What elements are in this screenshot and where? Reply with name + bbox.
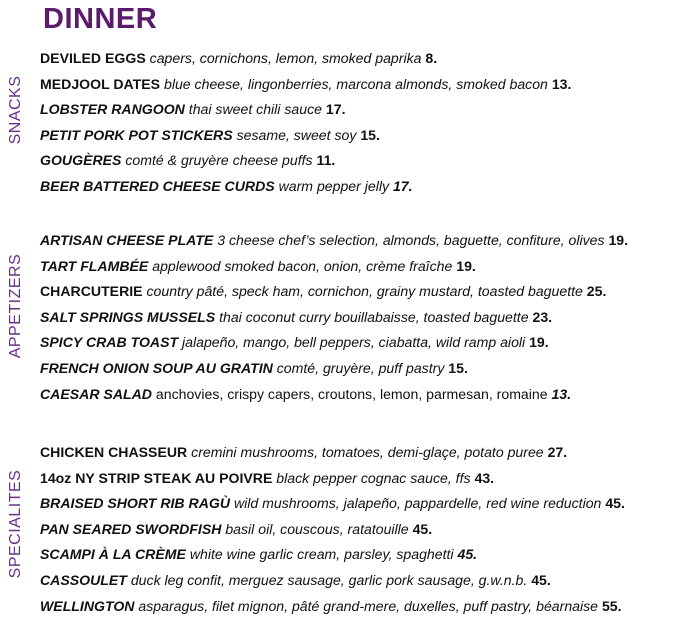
menu-item — [40, 517, 625, 543]
item-description: anchovies, crispy capers, croutons, lemon, parmesan, romaine — [155, 385, 548, 402]
menu-item — [40, 440, 625, 466]
item-name: DEVILED EGGS — [40, 50, 146, 66]
item-description: blue cheese, lingonberries, marcona almonds, smoked bacon — [164, 75, 548, 92]
item-description: 3 cheese chef’s selection, almonds, baguette, confiture, olives — [217, 232, 605, 248]
item-price: 15. — [448, 359, 468, 376]
item-name: 14oz NY STRIP STEAK AU POIVRE — [40, 469, 273, 486]
menu-item — [40, 382, 628, 408]
menu-item — [40, 123, 571, 149]
item-price: 45. — [531, 571, 551, 588]
item-name: CASSOULET — [40, 571, 127, 588]
item-price: 55. — [601, 597, 622, 614]
item-price: 11. — [316, 152, 336, 169]
menu-item — [40, 330, 628, 356]
item-price: 15. — [360, 126, 380, 143]
item-description: comté, gruyère, puff pastry — [276, 359, 445, 376]
item-price: 19. — [456, 257, 476, 274]
menu-item — [40, 594, 625, 620]
item-name: CHICKEN CHASSEUR — [40, 444, 188, 460]
menu-title: DINNER — [43, 3, 158, 35]
item-description: capers, cornichons, lemon, smoked paprika — [149, 50, 422, 66]
item-price: 17. — [392, 177, 413, 194]
item-name: TART FLAMBÉE — [40, 257, 149, 274]
item-name: BRAISED SHORT RIB RAGÙ — [40, 495, 231, 512]
item-price: 45. — [457, 546, 478, 563]
menu-item — [40, 466, 625, 492]
menu-item — [40, 254, 628, 280]
item-price: 43. — [474, 469, 495, 486]
specialites-list — [40, 440, 625, 619]
item-price: 19. — [529, 334, 549, 351]
item-name: SCAMPI À LA CRÈME — [40, 546, 186, 563]
item-name: SPICY CRAB TOAST — [40, 334, 179, 351]
item-description: white wine garlic cream, parsley, spaghetti — [189, 546, 454, 563]
item-description: asparagus, filet mignon, pâté grand-mere, duxelles, puff pastry, béarnaise — [138, 597, 602, 614]
snacks-list — [40, 46, 571, 200]
item-price: 45. — [605, 495, 625, 512]
item-name: CAESAR SALAD — [40, 385, 152, 402]
menu-item — [40, 46, 571, 72]
section-appetizers — [0, 228, 700, 408]
item-description: comté & gruyère cheese puffs — [125, 152, 313, 169]
menu-item — [40, 491, 625, 517]
item-description: basil oil, couscous, ratatouille — [225, 520, 409, 537]
section-snacks — [0, 46, 700, 206]
menu-item — [40, 228, 628, 254]
item-name: SALT SPRINGS MUSSELS — [40, 308, 216, 325]
appetizers-list — [40, 228, 628, 407]
section-label-snacks: SNACKS — [7, 75, 24, 145]
item-price: 45. — [412, 520, 433, 537]
item-price: 19. — [608, 232, 629, 248]
item-description: thai coconut curry bouillabaisse, toasted baguette — [219, 308, 529, 325]
menu-item — [40, 356, 628, 382]
item-description: cremini mushrooms, tomatoes, demi-glaçe, potato puree — [191, 444, 544, 460]
item-name: PAN SEARED SWORDFISH — [40, 520, 222, 537]
section-specialites — [0, 440, 700, 620]
menu-item — [40, 72, 571, 98]
item-description: jalapeño, mango, bell peppers, ciabatta, wild ramp aioli — [182, 334, 526, 351]
menu-item — [40, 148, 571, 174]
item-description: warm pepper jelly — [278, 177, 390, 194]
item-price: 13. — [551, 75, 572, 92]
item-description: black pepper cognac sauce, ffs — [276, 469, 471, 486]
item-price: 25. — [586, 283, 607, 300]
item-name: WELLINGTON — [40, 597, 135, 614]
item-name: LOBSTER RANGOON — [40, 101, 185, 118]
section-label-appetizers: APPETIZERS — [7, 253, 24, 359]
item-description: country pâté, speck ham, cornichon, grainy mustard, toasted baguette — [146, 283, 583, 300]
menu-item — [40, 97, 571, 123]
item-name: MEDJOOL DATES — [40, 75, 161, 92]
item-name: FRENCH ONION SOUP AU GRATIN — [40, 359, 273, 376]
item-price: 17. — [325, 101, 346, 118]
item-price: 27. — [547, 444, 568, 460]
item-name: ARTISAN CHEESE PLATE — [40, 232, 214, 248]
item-description: applewood smoked bacon, onion, crème fraîche — [152, 257, 453, 274]
item-description: wild mushrooms, jalapeño, pappardelle, red wine reduction — [233, 495, 602, 512]
menu-item — [40, 174, 571, 200]
section-label-specialites: SPECIALITES — [7, 469, 24, 579]
item-price: 8. — [425, 50, 438, 66]
item-description: duck leg confit, merguez sausage, garlic pork sausage, g.w.n.b. — [130, 571, 528, 588]
menu-item — [40, 279, 628, 305]
item-price: 13. — [551, 385, 572, 402]
menu-item — [40, 568, 625, 594]
menu-item — [40, 305, 628, 331]
item-name: BEER BATTERED CHEESE CURDS — [40, 177, 275, 194]
item-name: CHARCUTERIE — [40, 283, 143, 300]
item-description: sesame, sweet soy — [236, 126, 357, 143]
item-price: 23. — [532, 308, 553, 325]
item-name: GOUGÈRES — [40, 152, 122, 169]
menu-item — [40, 542, 625, 568]
item-description: thai sweet chili sauce — [188, 101, 322, 118]
item-name: PETIT PORK POT STICKERS — [40, 126, 233, 143]
